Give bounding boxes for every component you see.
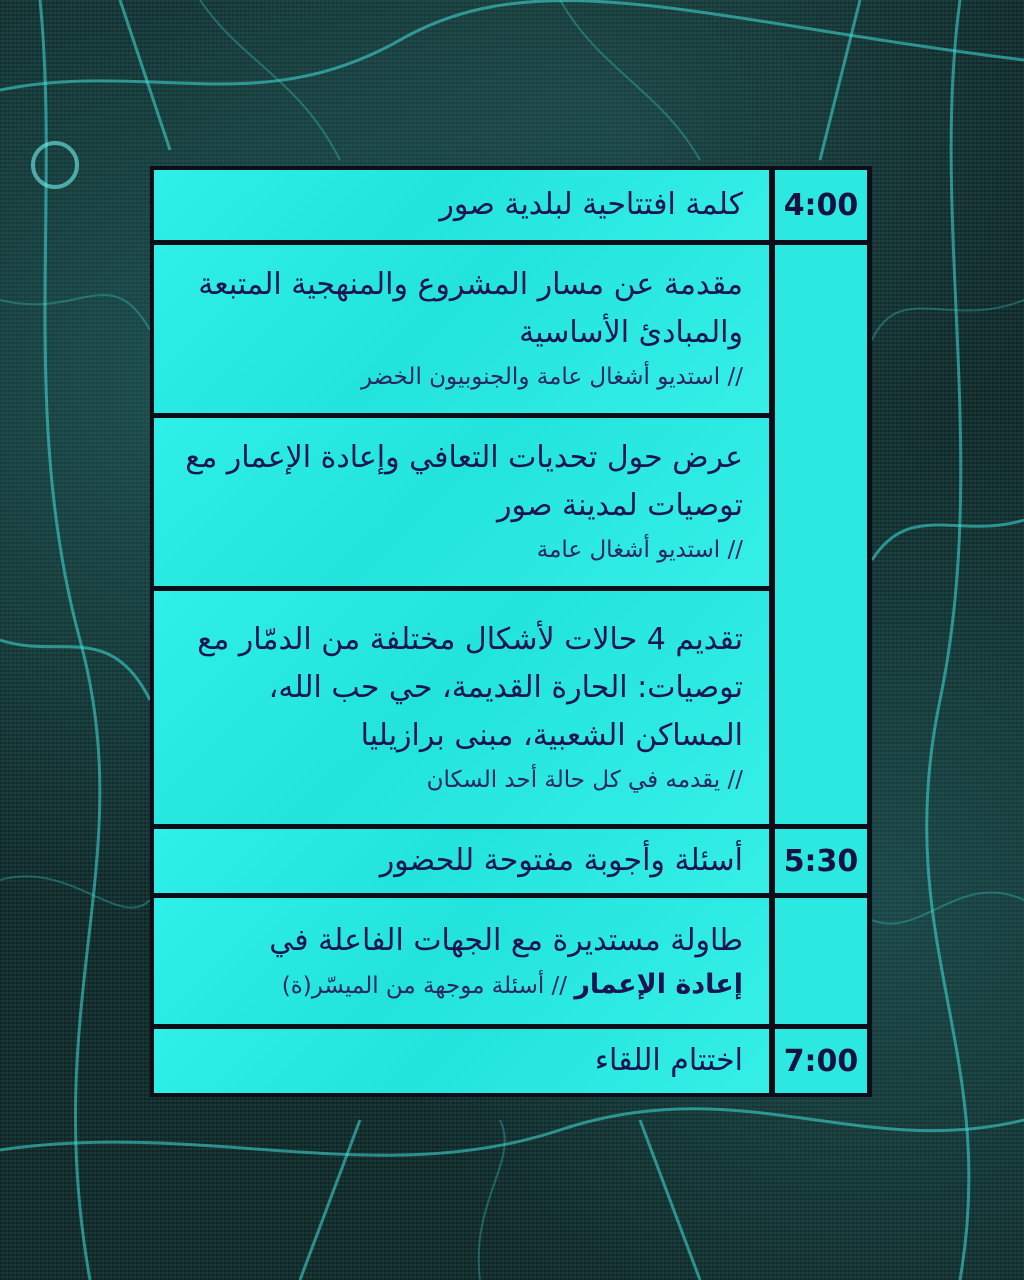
time-label: 5:30 [775,829,867,893]
item-title: مقدمة عن مسار المشروع والمنهجية المتبعة والمبادئ الأساسية [198,267,743,350]
schedule-row [154,170,868,240]
item-presenter: // يقدمه في كل حالة أحد السكان [426,766,743,793]
item-title: كلمة افتتاحية لبلدية صور [439,187,743,222]
schedule-group [154,245,868,824]
item-title: عرض حول تحديات التعافي وإعادة الإعمار مع توصيات لمدينة صور [185,440,743,523]
item-presenter [174,965,743,1006]
item-title: طاولة مستديرة مع الجهات الفاعلة في [269,922,743,958]
schedule-item [154,1029,769,1093]
schedule-row [154,1029,868,1093]
item-title: اختتام اللقاء [594,1043,743,1078]
time-label-empty [775,245,867,824]
item-presenter: // استديو أشغال عامة [536,537,743,563]
schedule-item [154,245,769,413]
schedule-item [154,898,769,1024]
item-presenter-text: // أسئلة موجهة من الميسّر(ة) [281,972,568,999]
event-schedule [150,166,872,1097]
item-title: أسئلة وأجوبة مفتوحة للحضور [379,843,743,878]
item-title: تقديم 4 حالات لأشكال مختلفة من الدمّار مع توصيات: الحارة القديمة، حي حب الله، المساكن الشعبية، مبنى برازيليا [197,621,743,753]
schedule-item [154,170,769,240]
schedule-item [154,829,769,893]
schedule-item [154,591,769,824]
item-presenter: // استديو أشغال عامة والجنوبيون الخضر [360,364,743,390]
schedule-item [154,418,769,586]
item-title-end: إعادة الإعمار [574,968,743,1000]
time-label: 7:00 [775,1029,867,1093]
schedule-row [154,829,868,893]
schedule-row [154,898,868,1024]
time-label: 4:00 [775,170,867,240]
time-label-empty [775,898,867,1024]
